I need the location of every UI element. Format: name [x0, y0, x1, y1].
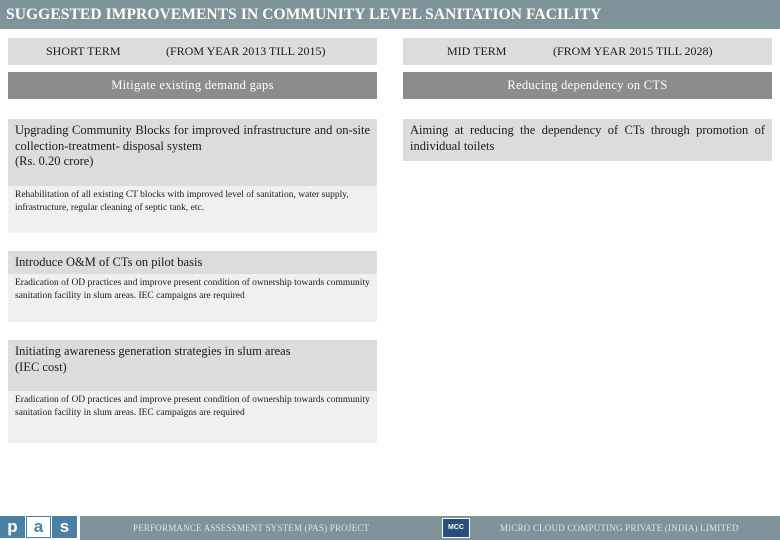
short-term-header: [8, 38, 377, 65]
short-term-label: SHORT TERM: [46, 44, 121, 58]
upgrade-ct-detail: Rehabilitation of all existing CT blocks with improved level of sanitation, water supply, infrastructure, regular cleaning of septic tank, etc.: [8, 186, 377, 233]
mid-term-label: MID TERM: [447, 44, 507, 58]
reduce-dependency-block: Aiming at reducing the dependency of CTs through promotion of individual toilets: [403, 119, 772, 161]
mcc-logo: MCC: [442, 518, 470, 538]
om-pilot-detail: Eradication of OD practices and improve present condition of ownership towards community sanitation facility in slum areas. IEC campaigns are required: [8, 274, 377, 322]
mid-term-header: [403, 38, 772, 65]
pas-logo-letter-a: a: [26, 516, 51, 538]
pas-logo-letter-p: p: [0, 516, 25, 538]
page-title: SUGGESTED IMPROVEMENTS IN COMMUNITY LEVEL SANITATION FACILITY: [0, 0, 780, 29]
short-term-theme: Mitigate existing demand gaps: [8, 72, 377, 99]
upgrade-ct-block: [8, 119, 377, 186]
footer-project-name: PERFORMANCE ASSESSMENT SYSTEM (PAS) PROJECT: [133, 523, 370, 533]
upgrade-ct-text: Upgrading Community Blocks for improved infrastructure and on-site collection-treatment- disposal system: [15, 123, 370, 153]
om-pilot-text: Introduce O&M of CTs on pilot basis: [15, 255, 203, 269]
mid-term-period: (FROM YEAR 2015 TILL 2028): [553, 44, 713, 58]
short-term-period: (FROM YEAR 2013 TILL 2015): [166, 44, 326, 58]
om-pilot-block: [8, 251, 377, 274]
awareness-detail: Eradication of OD practices and improve present condition of ownership towards community sanitation facility in slum areas. IEC campaigns are required: [8, 391, 377, 443]
pas-logo-letter-s: s: [52, 516, 77, 538]
awareness-cost: (IEC cost): [15, 359, 67, 374]
pas-logo: [0, 516, 78, 540]
awareness-block: [8, 340, 377, 391]
awareness-text: Initiating awareness generation strategies in slum areas: [15, 344, 291, 358]
upgrade-ct-cost: (Rs. 0.20 crore): [15, 154, 94, 168]
mid-term-theme: Reducing dependency on CTS: [403, 72, 772, 99]
footer-company-name: MICRO CLOUD COMPUTING PRIVATE (INDIA) LIMITED: [500, 523, 739, 533]
